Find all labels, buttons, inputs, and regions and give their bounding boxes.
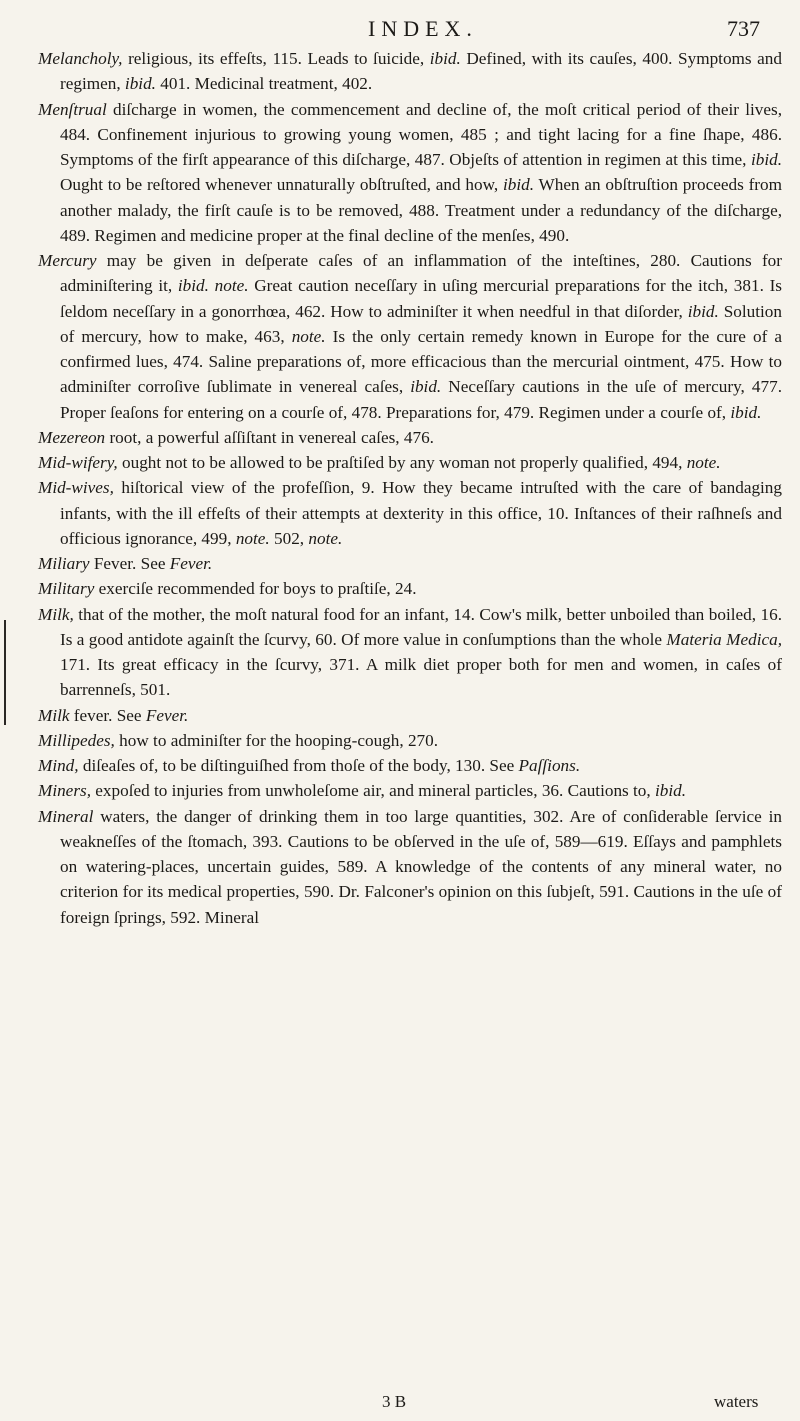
entry-text: Ought to be reſtored whenever unnaturally obſtruſted, and how, bbox=[60, 175, 503, 195]
entry-reference: ibid. bbox=[750, 150, 782, 169]
catchword: waters bbox=[714, 1392, 759, 1411]
entry-text: Fever. See bbox=[89, 554, 170, 573]
entry-text: 502, bbox=[269, 528, 309, 548]
entry-text: Defined, with its cauſes, 400. Symptoms and regimen, bbox=[60, 49, 782, 94]
index-entry bbox=[38, 602, 782, 703]
entry-text: fever. See bbox=[69, 705, 146, 725]
entry-headword: Menſtrual bbox=[38, 99, 107, 119]
margin-rule bbox=[4, 620, 6, 725]
entry-headword: Miliary bbox=[38, 554, 90, 573]
entry-headword: Mind, bbox=[38, 756, 79, 775]
entry-headword: Milk, bbox=[38, 604, 74, 624]
entry-reference: Paſſions. bbox=[518, 756, 581, 775]
entry-text: that of the mother, the moſt natural food for an infant, 14. Cow's milk, better unboiled than boiled, 16. Is a good antidote againſt the ſcurvy, 60. Of more value in conſumptions than the whole bbox=[60, 604, 782, 649]
entry-text: may be given in deſperate caſes of an inflammation of the inteſtines, 280. Cautions for adminiſtering it, bbox=[60, 251, 782, 296]
entry-text: Is the only certain remedy known in Europe for the cure of a confirmed lues, 474. Saline preparations of, more efficacious than the mercurial ointment, 475. How to adminiſter corroſive ſublimate in venereal caſes, bbox=[60, 326, 783, 397]
signature-mark: 3 B bbox=[382, 1392, 407, 1411]
page-number: 737 bbox=[727, 16, 760, 41]
entry-text: When an obſtruſtion proceeds from another malady, the firſt cauſe is to be removed, 488. Treatment under a redundancy of the diſcharge, 489. Regimen and medicine proper at the final decline of the menſes, 490. bbox=[60, 175, 782, 245]
entry-reference: ibid. bbox=[410, 377, 442, 397]
index-entry bbox=[38, 475, 782, 551]
page-title: INDEX. bbox=[368, 16, 478, 41]
entry-headword: Mineral bbox=[38, 806, 94, 826]
entry-headword: Melancholy, bbox=[38, 49, 123, 68]
entry-headword: Miners, bbox=[38, 781, 91, 801]
entry-text: hiſtorical view of the profeſſion, 9. How they became intruſted with the care of bandaging infants, with the ill effeſts of their attempts at dexterity in this office, 10. Inſtances of their raſhneſs and officious ignorance, 499, bbox=[60, 478, 782, 548]
index-entry bbox=[38, 450, 782, 475]
entry-text: diſcharge in women, the commencement and decline of, the moſt critical period of their lives, 484. Confinement injurious to growing young women, 485 ; and tight lacing for a fine ſhape, 486. Symptoms of the firſt appearance of this diſcharge, 487. Objeſts of attention in regimen at this time, bbox=[60, 99, 782, 169]
entry-text: religious, its effeſts, 115. Leads to ſuicide, bbox=[122, 49, 430, 68]
entry-text: expoſed to injuries from unwholeſome air, and mineral particles, 36. Cautions to, bbox=[91, 781, 655, 801]
entry-text: exerciſe recommended for boys to praſtiſe, 24. bbox=[94, 579, 417, 599]
entry-text: 171. Its great efficacy in the ſcurvy, 371. A milk diet proper both for men and women, in caſes of barrenneſs, 501. bbox=[60, 655, 782, 700]
entry-headword: Mid-wifery, bbox=[38, 453, 118, 472]
entry-reference: Materia Medica, bbox=[666, 629, 782, 649]
entry-text: how to adminiſter for the hooping-cough, 270. bbox=[114, 730, 439, 750]
entry-text: Solution of mercury, how to make, 463, bbox=[60, 301, 782, 346]
entry-reference: note. bbox=[308, 528, 343, 548]
index-entry bbox=[38, 248, 782, 425]
entry-reference: note. bbox=[686, 453, 721, 472]
index-entry bbox=[38, 425, 782, 450]
index-entry bbox=[38, 46, 782, 97]
index-entry bbox=[38, 576, 782, 601]
entry-headword: Millipedes, bbox=[38, 730, 115, 750]
entry-headword: Mercury bbox=[38, 251, 97, 270]
entry-reference: ibid. note. bbox=[177, 276, 249, 296]
index-entry bbox=[38, 804, 782, 930]
entry-text: Great caution neceſſary in uſing mercurial preparations for the itch, 381. Is ſeldom neceſſary in a gonorrhœa, 462. How to adminiſter it when needful in that diſorder, bbox=[60, 276, 782, 321]
entry-headword: Military bbox=[38, 579, 95, 599]
index-entry bbox=[38, 703, 782, 728]
entry-reference: ibid. bbox=[654, 781, 687, 801]
entry-text: ought not to be allowed to be praſtiſed by any woman not properly qualified, 494, bbox=[117, 453, 687, 472]
entry-reference: ibid. bbox=[502, 175, 535, 195]
entry-headword: Milk bbox=[38, 705, 70, 725]
index-entry bbox=[38, 728, 782, 753]
entry-reference: Fever. bbox=[145, 705, 189, 725]
entry-headword: Mid-wives, bbox=[38, 478, 114, 498]
index-entry bbox=[38, 778, 782, 803]
page-header bbox=[0, 16, 800, 46]
entry-reference: ibid. bbox=[730, 402, 762, 422]
entry-text: root, a powerful aſſiſtant in venereal caſes, 476. bbox=[105, 427, 434, 447]
entry-text: 401. Medicinal treatment, 402. bbox=[155, 74, 373, 94]
entry-text: diſeaſes of, to be diſtinguiſhed from thoſe of the body, 130. See bbox=[78, 756, 519, 775]
entry-reference: note. bbox=[291, 326, 326, 346]
entry-text: waters, the danger of drinking them in too large quantities, 302. Are of conſiderable ſervice in weakneſſes of the ſtomach, 393. Cautions to be obſerved in the uſe of, 589—619. Eſſays and pamphlets on watering-places, uncertain guides, 589. A knowledge of the contents of any mineral water, no criterion for its medical properties, 590. Dr. Falconer's opinion on this ſubjeſt, 591. Cautions in the uſe of foreign ſprings, 592. Mineral bbox=[60, 806, 782, 927]
entry-reference: ibid. bbox=[124, 74, 156, 94]
index-entries bbox=[38, 46, 782, 930]
index-entry bbox=[38, 551, 782, 576]
entry-headword: Mezereon bbox=[38, 427, 106, 447]
entry-reference: Fever. bbox=[169, 554, 213, 573]
page-footer bbox=[0, 1392, 800, 1418]
entry-text: Neceſſary cautions in the uſe of mercury, 477. Proper ſeaſons for entering on a courſe of, 478. Preparations for, 479. Regimen under a courſe of, bbox=[60, 377, 782, 422]
entry-reference: ibid. bbox=[687, 301, 719, 321]
entry-reference: note. bbox=[235, 528, 270, 548]
index-entry bbox=[38, 97, 782, 249]
index-entry bbox=[38, 753, 782, 778]
entry-reference: ibid. bbox=[429, 49, 461, 68]
